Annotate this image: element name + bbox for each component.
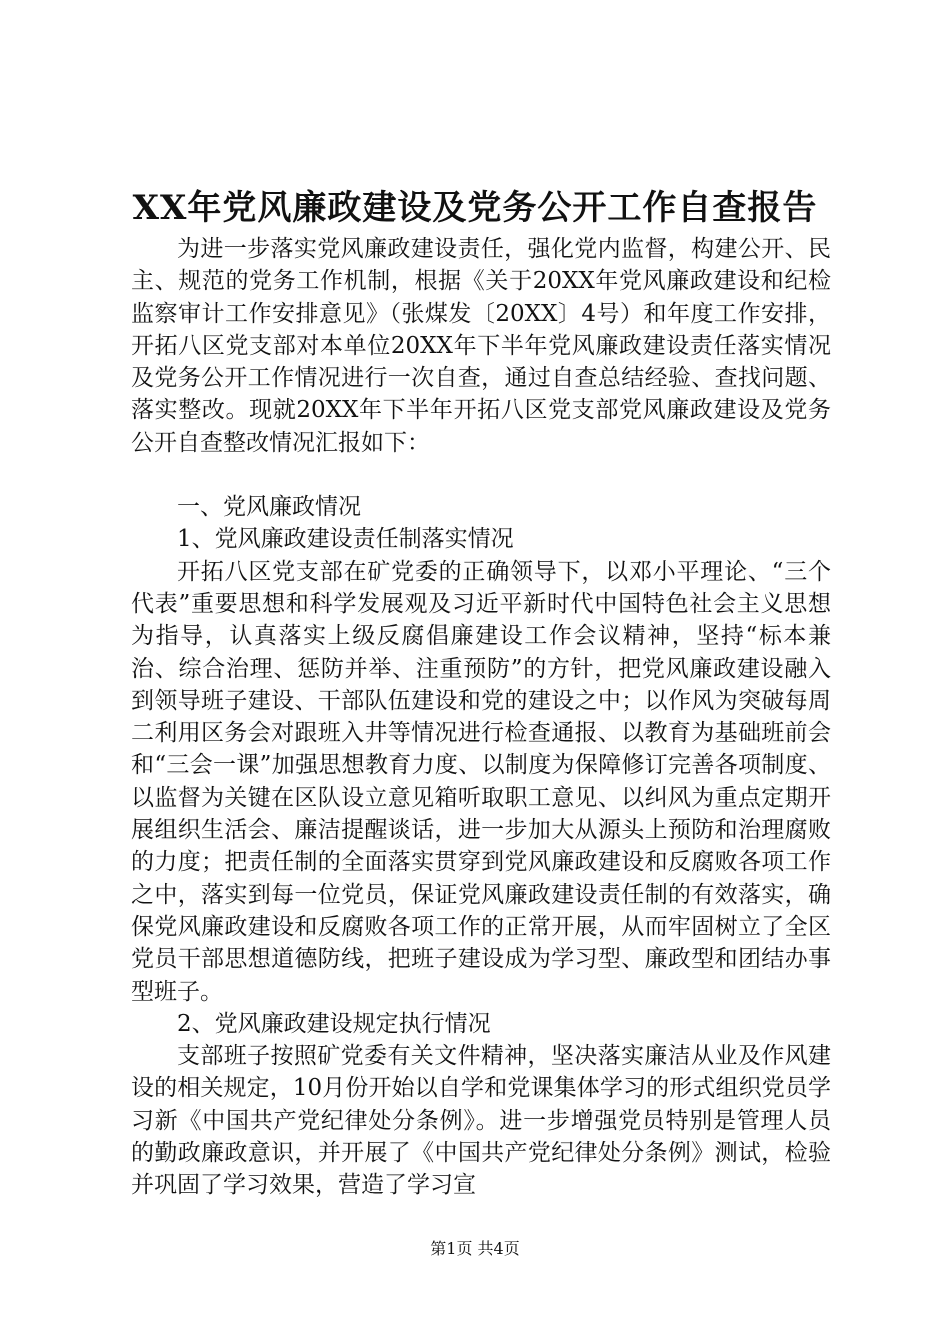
- page-number-footer: 第1页 共4页: [430, 1239, 520, 1258]
- intro-paragraph: 为进一步落实党风廉政建设责任，强化党内监督，构建公开、民主、规范的党务工作机制，根据《关于20XX年党风廉政建设和纪检监察审计工作安排意见》（张煤发〔20XX〕4号）和年度工作安排，开拓八区党支部对本单位20XX年下半年党风廉政建设责任落实情况及党务公开工作情况进行一次自查，通过自查总结经验、查找问题、落实整改。现就20XX年下半年开拓八区党支部党风廉政建设及党务公开自查整改情况汇报如下：: [131, 236, 831, 456]
- section-heading-1: 一、党风廉政情况: [177, 494, 361, 521]
- subsection-heading-2: 2、党风廉政建设规定执行情况: [177, 1010, 491, 1037]
- subsection-paragraph-2: 支部班子按照矿党委有关文件精神，坚决落实廉洁从业及作风建设的相关规定，10月份开始以自学和党课集体学习的形式组织党员学习新《中国共产党纪律处分条例》。进一步增强党员特别是管理人员的勤政廉政意识，并开展了《中国共产党纪律处分条例》测试，检验并巩固了学习效果，营造了学习宣: [131, 1043, 831, 1199]
- document-body: [131, 233, 831, 1202]
- paragraph-spacer: [131, 459, 831, 491]
- document-title: XX年党风廉政建设及党务公开工作自查报告: [132, 188, 818, 228]
- subsection-paragraph-1: 开拓八区党支部在矿党委的正确领导下，以邓小平理论、“三个代表”重要思想和科学发展观及习近平新时代中国特色社会主义思想为指导，认真落实上级反腐倡廉建设工作会议精神，坚持“标本兼治、综合治理、惩防并举、注重预防”的方针，把党风廉政建设融入到领导班子建设、干部队伍建设和党的建设之中；以作风为突破每周二利用区务会对跟班入井等情况进行检查通报、以教育为基础班前会和“三会一课”加强思想教育力度、以制度为保障修订完善各项制度、以监督为关键在区队设立意见箱听取职工意见、以纠风为重点定期开展组织生活会、廉洁提醒谈话，进一步加大从源头上预防和治理腐败的力度；把责任制的全面落实贯穿到党风廉政建设和反腐败各项工作之中，落实到每一位党员，保证党风廉政建设责任制的有效落实，确保党风廉政建设和反腐败各项工作的正常开展，从而牢固树立了全区党员干部思想道德防线，把班子建设成为学习型、廉政型和团结办事型班子。: [131, 558, 831, 1005]
- subsection-heading-1: 1、党风廉政建设责任制落实情况: [177, 526, 514, 553]
